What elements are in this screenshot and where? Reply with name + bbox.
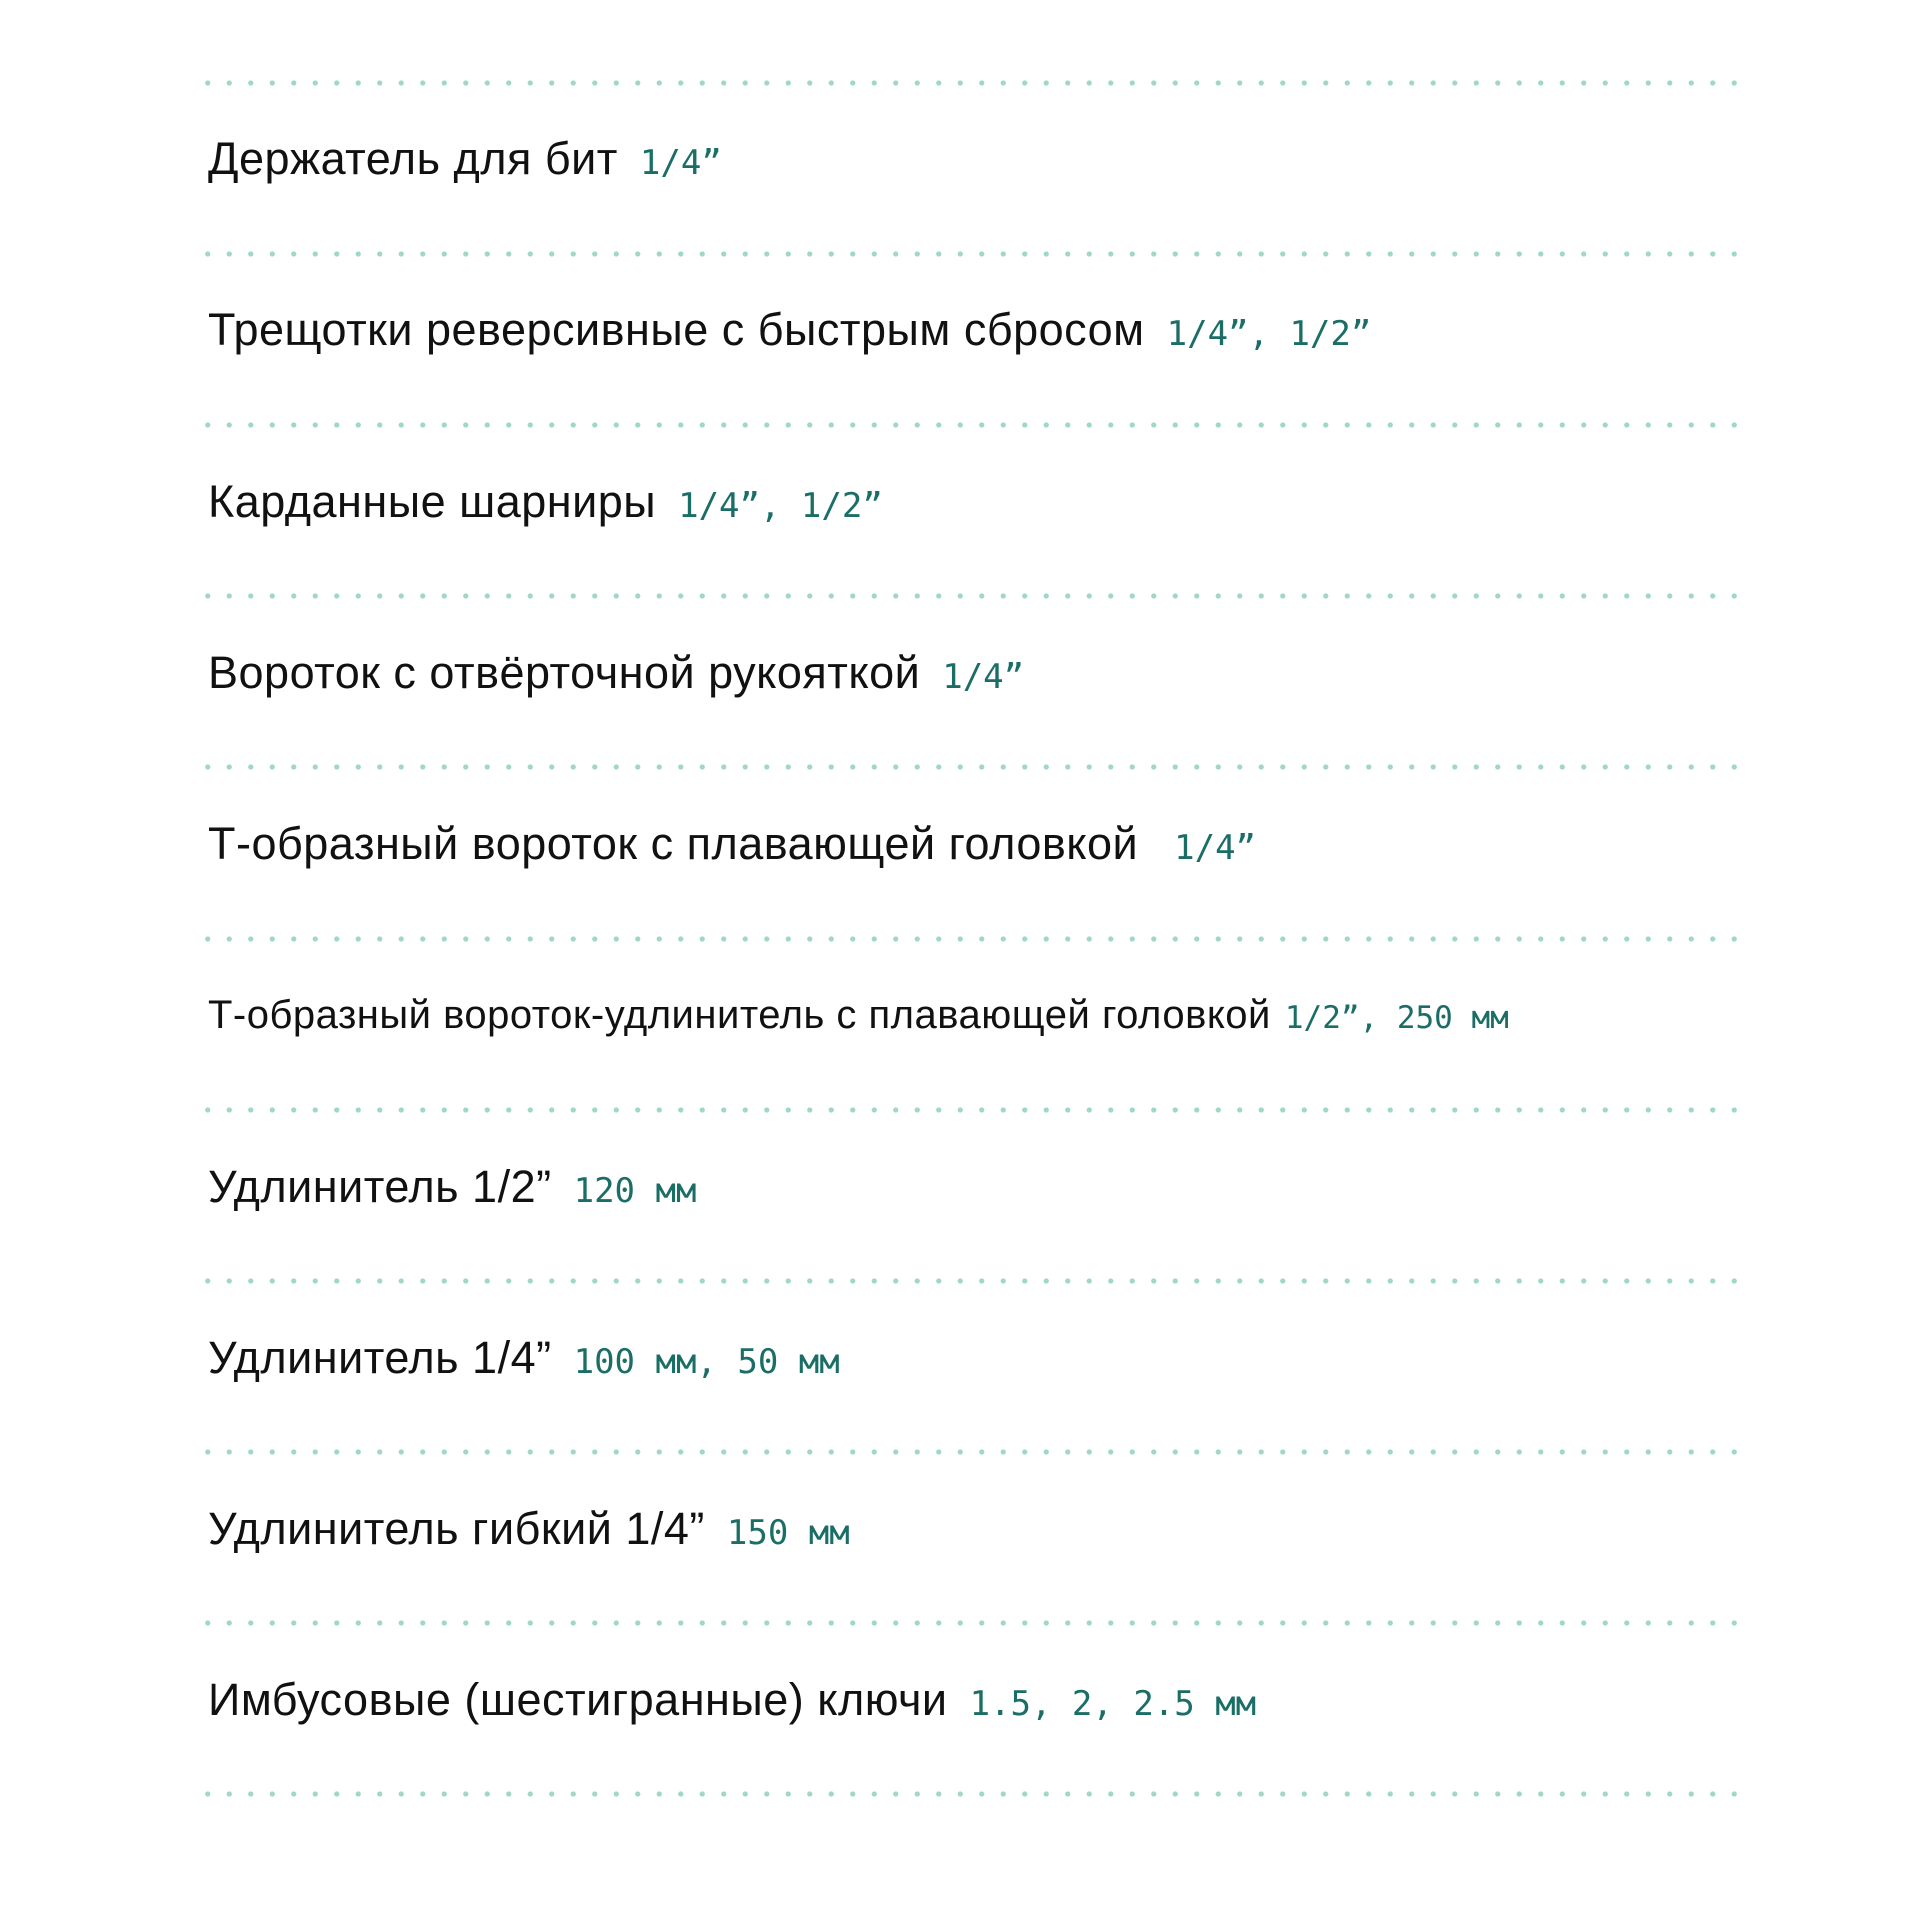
list-item bbox=[208, 304, 1371, 356]
item-spec: 1/4” bbox=[639, 143, 722, 183]
item-name: Вороток с отвёрточной рукояткой bbox=[208, 647, 921, 698]
dotted-divider bbox=[197, 1449, 1747, 1455]
item-spec: 150 мм bbox=[726, 1513, 850, 1553]
item-spec: 1/4” bbox=[1174, 828, 1257, 868]
list-item bbox=[208, 647, 1024, 699]
list-item bbox=[208, 993, 1509, 1038]
item-spec: 1/4” bbox=[942, 657, 1025, 697]
dotted-divider bbox=[197, 251, 1747, 257]
dotted-divider bbox=[197, 422, 1747, 428]
item-name: Удлинитель 1/2” bbox=[208, 1161, 552, 1212]
item-spec: 1/2”, 250 мм bbox=[1284, 1000, 1509, 1036]
list-item bbox=[208, 1503, 850, 1555]
item-name: Карданные шарниры bbox=[208, 476, 657, 527]
list-item bbox=[208, 476, 883, 528]
item-spec: 120 мм bbox=[573, 1171, 697, 1211]
item-name: Т-образный вороток-удлинитель с плавающей головкой bbox=[208, 993, 1271, 1037]
item-spec: 100 мм, 50 мм bbox=[573, 1342, 840, 1382]
dotted-divider bbox=[197, 936, 1747, 942]
item-spec: 1/4”, 1/2” bbox=[678, 486, 883, 526]
item-spec: 1/4”, 1/2” bbox=[1166, 314, 1372, 354]
dotted-divider bbox=[197, 1278, 1747, 1284]
list-item bbox=[208, 1674, 1256, 1726]
dotted-divider bbox=[197, 1620, 1747, 1626]
item-name: Удлинитель 1/4” bbox=[208, 1332, 552, 1383]
dotted-divider bbox=[197, 80, 1747, 86]
item-name: Держатель для бит bbox=[208, 133, 618, 184]
dotted-divider bbox=[197, 1107, 1747, 1113]
list-item bbox=[208, 1161, 696, 1213]
dotted-divider bbox=[197, 1791, 1747, 1797]
list-item bbox=[208, 1332, 840, 1384]
item-name: Имбусовые (шестигранные) ключи bbox=[208, 1674, 948, 1725]
item-name: Т-образный вороток с плавающей головкой bbox=[208, 818, 1139, 869]
list-item bbox=[208, 818, 1256, 870]
item-name: Трещотки реверсивные с быстрым сбросом bbox=[208, 304, 1145, 355]
item-name: Удлинитель гибкий 1/4” bbox=[208, 1503, 705, 1554]
dotted-divider bbox=[197, 764, 1747, 770]
item-spec: 1.5, 2, 2.5 мм bbox=[969, 1684, 1257, 1724]
list-item bbox=[208, 133, 722, 185]
dotted-divider bbox=[197, 593, 1747, 599]
